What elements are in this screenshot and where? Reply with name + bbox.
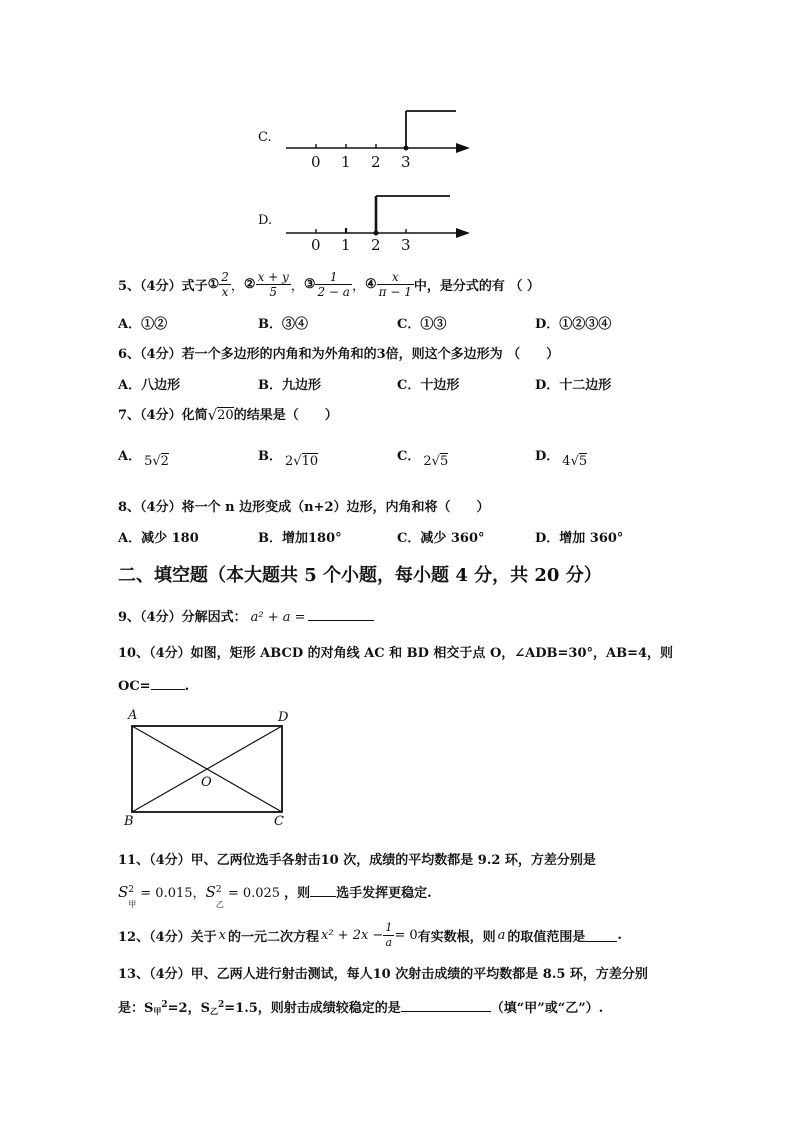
q10-answer-blank[interactable] bbox=[151, 676, 185, 690]
q8-option-b: B．增加180° bbox=[258, 531, 342, 546]
q5-marker-2: ② bbox=[243, 276, 256, 292]
vertex-a-label: A bbox=[128, 708, 138, 723]
numberline-d bbox=[258, 185, 478, 260]
sqrt-icon: √ bbox=[207, 406, 218, 424]
center-o-label: O bbox=[201, 775, 212, 790]
question-10-line-1: 10、（4分）如图，矩形 ABCD 的对角线 AC 和 BD 相交于点 O，∠ADB=30°，AB=4，则 bbox=[118, 646, 674, 661]
q13-answer-blank[interactable] bbox=[401, 998, 491, 1012]
q8-option-d: D．增加 360° bbox=[535, 531, 624, 546]
q12-fraction: $\frac{1}{a}$ bbox=[385, 920, 393, 949]
q6-option-b: B．九边形 bbox=[258, 378, 321, 393]
q7-option-d: D． 4 √ 5 bbox=[535, 449, 588, 469]
option-c-label: C. bbox=[258, 130, 272, 145]
q5-option-d: D．①②③④ bbox=[535, 317, 612, 332]
q5-fraction-1: $\frac{2}{x}$ bbox=[221, 269, 229, 299]
section-2-title: 二、填空题（本大题共 5 个小题，每小题 4 分，共 20 分） bbox=[118, 565, 602, 586]
q5-marker-4: ④ bbox=[364, 276, 377, 292]
q5-marker-3: ③ bbox=[303, 276, 316, 292]
q5-option-c: C．①③ bbox=[397, 317, 447, 332]
tick-label-2: 2 bbox=[371, 153, 381, 171]
numberline-d-graphic bbox=[258, 185, 478, 260]
sqrt-icon: √ bbox=[293, 454, 302, 469]
q7-option-b: B． 2 √ 10 bbox=[258, 449, 319, 469]
s-yi-variance: S 2 乙 bbox=[205, 883, 224, 909]
q5-fraction-2: $\frac{x + y}{5}$ bbox=[257, 269, 289, 299]
q8-option-a: A．减少 180 bbox=[118, 531, 199, 546]
question-5 bbox=[118, 263, 540, 305]
question-11-line-1: 11、（4分）甲、乙两位选手各射击10 次，成绩的平均数都是 9.2 环，方差分别是 bbox=[118, 853, 596, 868]
q5-sep-1: ， bbox=[230, 278, 244, 294]
q7-suffix: 的结果是（ ） bbox=[233, 408, 338, 423]
q5-option-b: B．③④ bbox=[258, 317, 308, 332]
q6-option-c: C．十边形 bbox=[397, 378, 460, 393]
q7-prefix: 7、（4分）化简 bbox=[118, 408, 208, 423]
q7-radical: √ 20 bbox=[207, 406, 234, 424]
tick-label-2: 2 bbox=[371, 236, 381, 254]
sqrt-icon: √ bbox=[152, 454, 161, 469]
question-12: 12、（4分）关于 x 的一元二次方程 x² + 2x − $\frac{1}{a}$ = 0 有实数根，则 a 的取值范围是 . bbox=[118, 920, 622, 949]
q8-option-c: C．减少 360° bbox=[397, 531, 485, 546]
tick-label-3: 3 bbox=[401, 236, 411, 254]
vertex-c-label: C bbox=[274, 814, 284, 829]
vertex-b-label: B bbox=[124, 814, 134, 829]
q5-sep-2: ， bbox=[290, 278, 304, 294]
question-9: 9、（4分）分解因式： a² + a = bbox=[118, 606, 374, 625]
q6-option-d: D．十二边形 bbox=[535, 378, 612, 393]
q5-fraction-4: $\frac{x}{\pi - 1}$ bbox=[378, 269, 412, 299]
tick-label-1: 1 bbox=[341, 236, 351, 254]
vertex-d-label: D bbox=[278, 710, 289, 725]
q6-option-a: A．八边形 bbox=[118, 378, 181, 393]
tick-label-3: 3 bbox=[401, 153, 411, 171]
question-13-line-2: 是：S 甲 2 =2，S 乙 2 =1.5，则射击成绩较稳定的是 （填“甲”或“乙”）. bbox=[118, 1000, 604, 1016]
tick-label-0: 0 bbox=[311, 153, 321, 171]
s-jia-variance: S 2 甲 bbox=[118, 883, 137, 909]
q5-prefix: 5、（4分）式子 bbox=[118, 278, 208, 294]
q5-marker-1: ① bbox=[207, 276, 220, 292]
numberline-c-graphic bbox=[258, 100, 478, 175]
q7-option-c: C． 2 √ 5 bbox=[397, 449, 449, 469]
q7-option-a: A． 5 √ 2 bbox=[118, 449, 169, 469]
question-13-line-1: 13、（4分）甲、乙两人进行射击测试，每人10 次射击成绩的平均数都是 8.5 环，方差分别 bbox=[118, 967, 648, 982]
question-7 bbox=[118, 404, 338, 423]
question-10-line-2: OC= . bbox=[118, 676, 189, 694]
sqrt-icon: √ bbox=[570, 454, 579, 469]
q5-option-a: A．①② bbox=[118, 317, 168, 332]
q5-sep-3: ， bbox=[351, 278, 365, 294]
q5-suffix: 中，是分式的有 （ ） bbox=[413, 278, 540, 294]
tick-label-0: 0 bbox=[311, 236, 321, 254]
q9-expression: a² + a = bbox=[250, 610, 306, 625]
q12-answer-blank[interactable] bbox=[585, 928, 617, 942]
option-d-label: D. bbox=[258, 213, 273, 228]
question-6: 6、（4分）若一个多边形的内角和为外角和的3倍，则这个多边形为 （ ） bbox=[118, 347, 560, 362]
numberline-c bbox=[258, 100, 478, 175]
q11-answer-blank[interactable] bbox=[310, 883, 336, 897]
q5-fraction-3: $\frac{1}{2 - a}$ bbox=[317, 269, 350, 299]
tick-label-1: 1 bbox=[341, 153, 351, 171]
rectangle-figure bbox=[120, 708, 300, 833]
sqrt-icon: √ bbox=[431, 454, 440, 469]
rectangle-abcd-diagram bbox=[120, 708, 300, 833]
q9-answer-blank[interactable] bbox=[308, 607, 374, 621]
question-11-line-2: S 2 甲 = 0.015 ， S 2 乙 = 0.025 ，则 选手发挥更稳定. bbox=[118, 883, 432, 909]
question-8: 8、（4分）将一个 n 边形变成（n+2）边形，内角和将（ ） bbox=[118, 500, 490, 515]
